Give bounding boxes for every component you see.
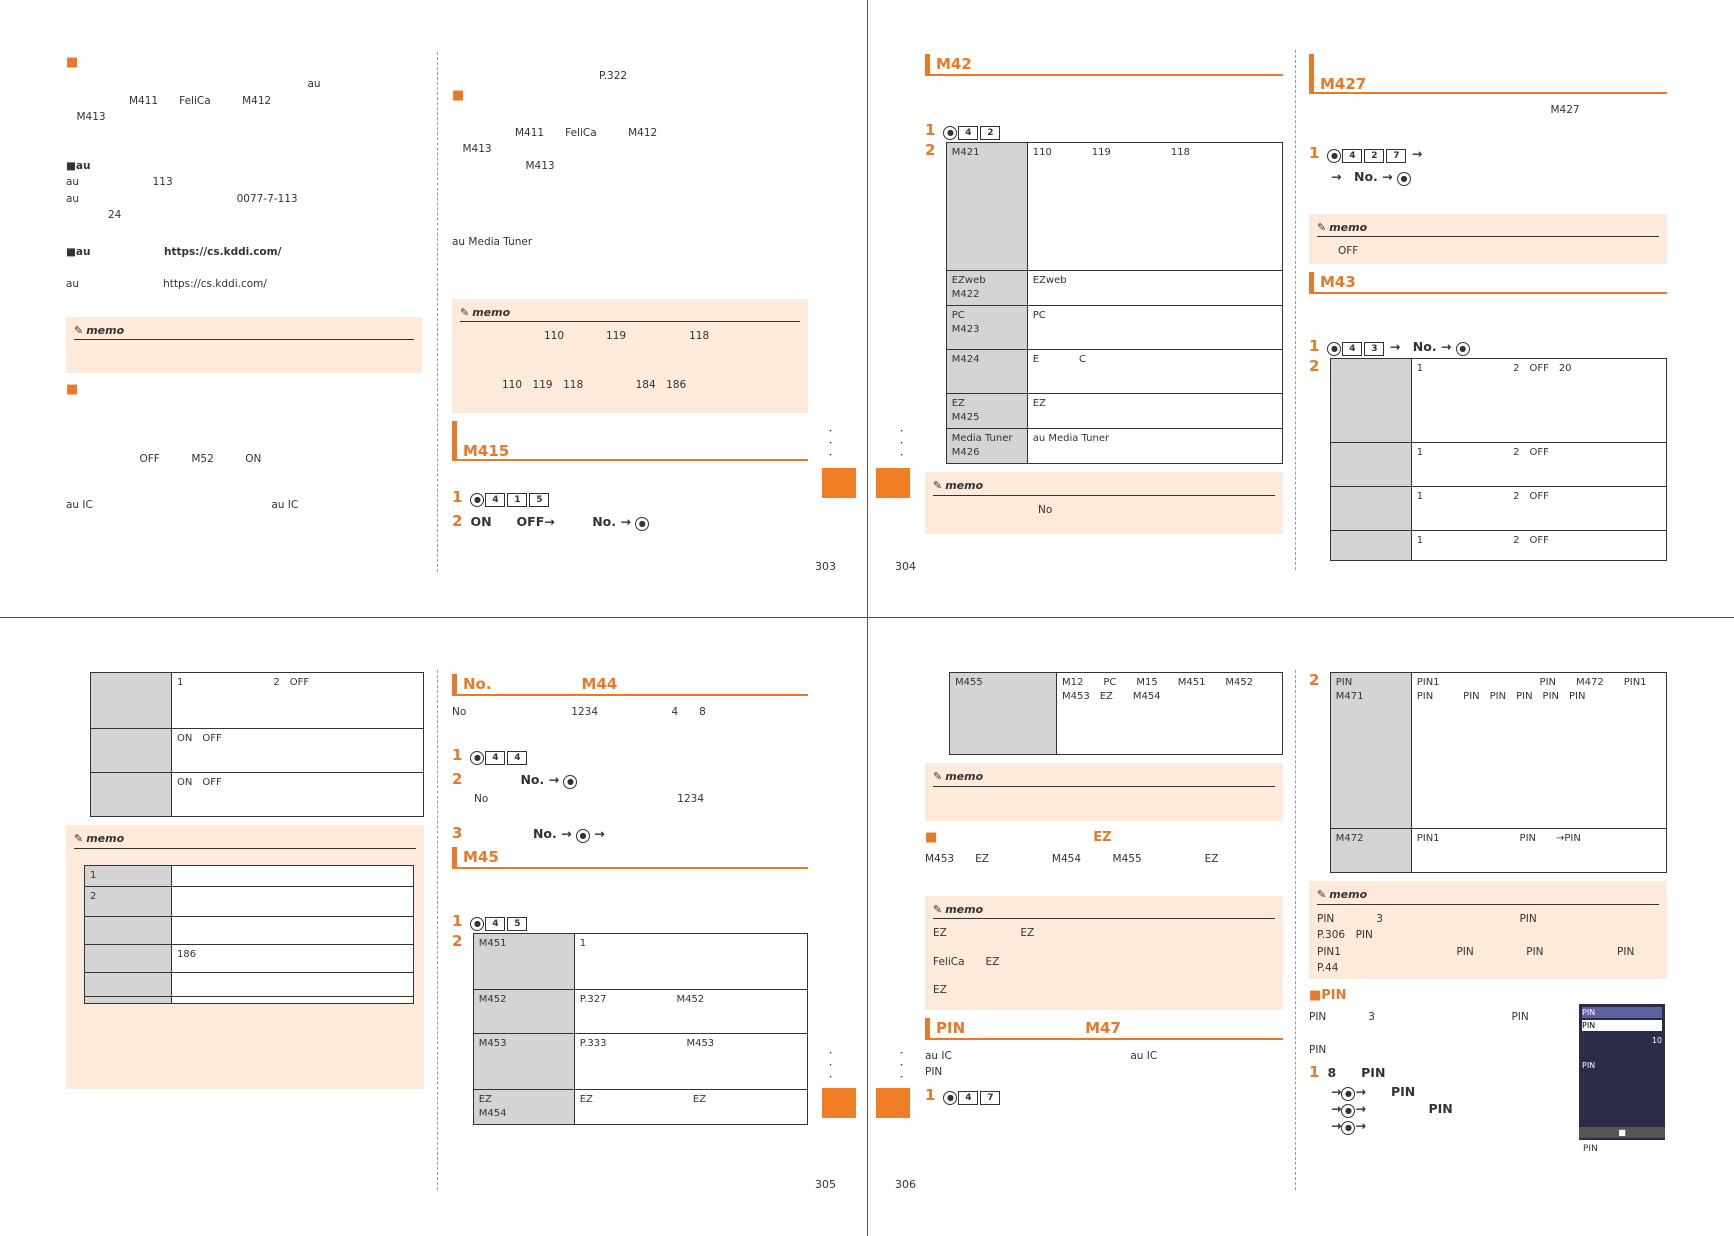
table-key bbox=[1330, 358, 1411, 442]
step-text: No. bbox=[520, 771, 545, 787]
page-number: 304 bbox=[895, 560, 916, 573]
table-row bbox=[946, 143, 1282, 271]
table-key: M451 bbox=[473, 934, 574, 990]
step-2 bbox=[925, 142, 946, 462]
procedure-heading bbox=[925, 1018, 1283, 1040]
table-key: M455 bbox=[950, 673, 1057, 755]
table-key: 1 bbox=[85, 865, 172, 886]
procedure-heading bbox=[452, 674, 808, 696]
step-3: 3 No. → ● → bbox=[452, 824, 605, 842]
paragraph: au IC au IC bbox=[66, 499, 299, 511]
subheading: ■au https://cs.kddi.com/ bbox=[66, 245, 282, 258]
center-key-icon: ● bbox=[1341, 1121, 1355, 1135]
step-text: No. bbox=[1353, 168, 1378, 184]
table-key bbox=[91, 773, 172, 817]
image-caption: PIN bbox=[1583, 1144, 1598, 1154]
paragraph: PIN 3 PIN bbox=[1309, 1011, 1529, 1023]
text-line: M411 FeliCa M412 bbox=[452, 126, 658, 139]
table-key: Media Tuner M426 bbox=[946, 429, 1027, 464]
phone-label: PIN bbox=[1582, 1061, 1596, 1070]
memo-title: ✎ memo bbox=[1317, 220, 1659, 238]
subheading: ■au bbox=[66, 159, 91, 172]
memo-title: ✎ memo bbox=[933, 478, 1275, 496]
paragraph: M427 bbox=[1309, 104, 1580, 116]
settings-table bbox=[473, 933, 808, 1125]
p303-right-column bbox=[452, 52, 808, 533]
column-separator bbox=[1295, 670, 1296, 1190]
center-key-icon: ● bbox=[576, 829, 590, 843]
key-2-icon: 2 bbox=[1364, 149, 1384, 163]
paragraph: M413 bbox=[66, 111, 106, 123]
table-value: PIN1 PIN M472 PIN1 PIN PIN PIN PIN PIN PIN bbox=[1411, 673, 1666, 829]
page-303 bbox=[0, 0, 867, 617]
step-1-cont: → ● → PIN bbox=[1331, 1100, 1453, 1116]
paragraph: au bbox=[66, 78, 321, 90]
center-key-icon: ● bbox=[1397, 172, 1411, 186]
key-4-icon: 4 bbox=[507, 751, 527, 765]
table-row bbox=[946, 350, 1282, 394]
step-number: 1 bbox=[925, 121, 936, 139]
p304-left-column bbox=[925, 50, 1283, 542]
table-value: 1 2 OFF 20 bbox=[1411, 358, 1666, 442]
p306-left-column bbox=[925, 672, 1283, 1107]
table-key bbox=[85, 996, 172, 1003]
p304-r-heading2: M43 bbox=[1320, 272, 1356, 291]
side-label: ・ ・ ・ bbox=[897, 427, 907, 461]
key-1-icon: 1 bbox=[507, 493, 527, 507]
column-separator bbox=[437, 52, 438, 572]
key-2-icon: 2 bbox=[980, 126, 1000, 140]
key-4-icon: 4 bbox=[958, 1091, 978, 1105]
paragraph: PIN bbox=[925, 1066, 943, 1078]
column-separator bbox=[437, 670, 438, 1190]
side-tab bbox=[822, 468, 856, 498]
memo-box bbox=[452, 299, 808, 413]
page-number: 303 bbox=[815, 560, 836, 573]
table-key: M452 bbox=[473, 990, 574, 1034]
step-text: PIN bbox=[1390, 1083, 1416, 1099]
step-number: 2 bbox=[925, 141, 936, 159]
key-3-icon: 3 bbox=[1364, 342, 1384, 356]
step-number: 2 bbox=[1309, 671, 1320, 689]
table-value: ON OFF bbox=[172, 773, 424, 817]
p303-h1: ■ bbox=[66, 55, 79, 70]
table-row bbox=[1330, 829, 1666, 873]
step-1-cont: → ● → bbox=[1331, 1117, 1366, 1133]
key-4-icon: 4 bbox=[485, 751, 505, 765]
table-value: 186 bbox=[172, 944, 414, 972]
step-number: 1 bbox=[1309, 336, 1320, 355]
table-value: 1 2 OFF bbox=[1411, 530, 1666, 560]
step-number: 2 bbox=[452, 769, 463, 788]
text-line: au 113 bbox=[66, 176, 173, 188]
table-value bbox=[172, 996, 414, 1003]
step-number: 2 bbox=[452, 511, 463, 530]
memo-line: P.44 bbox=[1317, 962, 1339, 974]
table-row bbox=[473, 990, 807, 1034]
step-1-cont: → No. → ● bbox=[1309, 169, 1667, 186]
table-value: EZweb bbox=[1027, 271, 1282, 306]
table-row bbox=[1330, 358, 1666, 442]
p306-r-h1: ■PIN bbox=[1309, 988, 1347, 1003]
key-5-icon: 5 bbox=[507, 917, 527, 931]
table-row bbox=[85, 944, 414, 972]
section-heading bbox=[452, 87, 808, 105]
table-value: au Media Tuner bbox=[1027, 429, 1282, 464]
step-number: 2 bbox=[452, 932, 463, 950]
side-tab bbox=[822, 1088, 856, 1118]
paragraph: au IC au IC bbox=[925, 1049, 1158, 1062]
side-label: ・ ・ ・ bbox=[826, 1049, 836, 1083]
table-value: PC bbox=[1027, 306, 1282, 350]
page-304 bbox=[867, 0, 1734, 617]
center-key-icon: ● bbox=[635, 517, 649, 531]
p306-h1: ■ EZ bbox=[925, 830, 1112, 845]
memo-table bbox=[84, 865, 414, 1004]
memo-title: ✎ memo bbox=[933, 769, 1275, 787]
settings-table bbox=[1330, 672, 1697, 873]
step-2: 2 ON OFF→ No. → ● bbox=[452, 513, 808, 531]
table-row bbox=[85, 972, 414, 996]
step-1: 1 ● 4 2 7 → bbox=[1309, 143, 1423, 162]
page-number: 305 bbox=[815, 1178, 836, 1191]
table-key bbox=[1330, 486, 1411, 530]
text-line: au Media Tuner bbox=[452, 236, 533, 248]
step-2 bbox=[1309, 358, 1330, 559]
p303-heading: M415 bbox=[463, 441, 510, 460]
step-1-cont: → ● → PIN bbox=[1331, 1083, 1416, 1099]
section-heading bbox=[1309, 987, 1667, 1005]
table-key bbox=[1330, 530, 1411, 560]
side-tab bbox=[876, 1088, 910, 1118]
table-row bbox=[1330, 442, 1666, 486]
table-value: P.333 M453 bbox=[574, 1034, 807, 1090]
center-key-icon: ● bbox=[470, 493, 484, 507]
key-7-icon: 7 bbox=[980, 1091, 1000, 1105]
table-row bbox=[946, 306, 1282, 350]
table-key: M421 bbox=[946, 143, 1027, 271]
center-key-icon: ● bbox=[1456, 342, 1470, 356]
side-label: ・ ・ ・ bbox=[897, 1049, 907, 1083]
step-number: 1 bbox=[925, 1085, 936, 1104]
memo-line: OFF bbox=[1317, 245, 1359, 257]
side-label: ・ ・ ・ bbox=[826, 427, 836, 461]
paragraph: M453 EZ M454 M455 EZ bbox=[925, 853, 1219, 865]
p304-r-heading: M427 bbox=[1320, 75, 1367, 93]
table-key: EZ M425 bbox=[946, 394, 1027, 429]
table-row bbox=[85, 916, 414, 944]
table-key: PIN M471 bbox=[1330, 673, 1411, 829]
table-key: M472 bbox=[1330, 829, 1411, 873]
step-number: 1 bbox=[452, 487, 463, 506]
memo-line: 110 119 118 184 186 bbox=[460, 378, 687, 391]
table-value: E C bbox=[1027, 350, 1282, 394]
memo-box bbox=[1309, 214, 1667, 264]
key-4-icon: 4 bbox=[485, 917, 505, 931]
table-value bbox=[172, 865, 414, 886]
table-key: M424 bbox=[946, 350, 1027, 394]
table-row bbox=[473, 1034, 807, 1090]
paragraph: No 1234 4 8 bbox=[452, 706, 706, 718]
p305-heading: No. M44 bbox=[463, 675, 618, 693]
table-value: 1 2 OFF bbox=[1411, 442, 1666, 486]
table-value bbox=[172, 886, 414, 916]
table-row bbox=[946, 271, 1282, 306]
table-row bbox=[473, 1090, 807, 1125]
phone-label: 10 bbox=[1651, 1036, 1662, 1045]
step-number: 1 bbox=[452, 745, 463, 764]
section-heading bbox=[66, 381, 422, 399]
memo-box bbox=[925, 896, 1283, 1010]
section-heading bbox=[66, 54, 422, 72]
page-number: 306 bbox=[895, 1178, 916, 1191]
p306-heading: PIN M47 bbox=[936, 1018, 1121, 1037]
memo-line: 110 119 118 bbox=[460, 330, 710, 342]
step-1 bbox=[925, 1087, 1283, 1105]
table-row bbox=[1330, 530, 1666, 560]
step-1 bbox=[452, 489, 808, 507]
table-row bbox=[85, 865, 414, 886]
step-note: No 1234 bbox=[474, 792, 704, 805]
settings-table bbox=[1330, 358, 1667, 561]
p303-left-column bbox=[66, 52, 422, 514]
section-heading bbox=[925, 829, 1283, 847]
table-value: PIN1 PIN →PIN bbox=[1411, 829, 1666, 873]
p304-heading: M42 bbox=[936, 55, 972, 73]
memo-line: No bbox=[933, 503, 1053, 516]
paragraph: P.322 bbox=[452, 70, 628, 82]
table-value bbox=[172, 972, 414, 996]
phone-label: PIN bbox=[1582, 1020, 1662, 1031]
procedure-heading bbox=[1309, 272, 1667, 294]
table-value: M12 PC M15 M451 M452 M453 EZ M454 bbox=[1057, 673, 1283, 755]
table-key bbox=[85, 916, 172, 944]
table-value: 1 2 OFF bbox=[172, 673, 424, 729]
settings-table bbox=[946, 142, 1283, 464]
step-1 bbox=[1309, 1064, 1569, 1082]
center-key-icon: ● bbox=[563, 775, 577, 789]
procedure-heading bbox=[1309, 54, 1667, 94]
step-2 bbox=[1309, 672, 1330, 871]
phone-title-bar: PIN bbox=[1582, 1007, 1662, 1018]
center-key-icon: ● bbox=[943, 1091, 957, 1105]
step-text: PIN bbox=[1428, 1100, 1453, 1116]
procedure-heading bbox=[925, 54, 1283, 76]
step-text: ON OFF→ No. bbox=[470, 513, 617, 529]
table-value: EZ bbox=[1027, 394, 1282, 429]
memo-box bbox=[1309, 881, 1667, 979]
memo-line: EZ bbox=[933, 984, 947, 996]
center-key-icon: ● bbox=[1327, 149, 1341, 163]
table-row bbox=[85, 886, 414, 916]
step-number: 2 bbox=[1309, 356, 1320, 375]
memo-title: ✎ memo bbox=[74, 323, 414, 341]
memo-title: ✎ memo bbox=[1317, 887, 1659, 905]
key-5-icon: 5 bbox=[529, 493, 549, 507]
center-key-icon: ● bbox=[1341, 1104, 1355, 1118]
table-key: EZ M454 bbox=[473, 1090, 574, 1125]
key-4-icon: 4 bbox=[485, 493, 505, 507]
table-row bbox=[91, 673, 424, 729]
table-row bbox=[91, 729, 424, 773]
table-key bbox=[85, 972, 172, 996]
procedure-heading bbox=[452, 847, 808, 869]
paragraph: OFF M52 ON bbox=[66, 452, 262, 465]
text-line: 24 bbox=[66, 209, 122, 221]
step-text: 8 PIN bbox=[1327, 1065, 1386, 1080]
p303-h4: ■ bbox=[66, 381, 79, 397]
p305-heading2: M45 bbox=[463, 848, 499, 866]
p303-r-h1: ■ bbox=[452, 87, 465, 103]
table-row bbox=[950, 673, 1283, 755]
paragraph: PIN bbox=[1309, 1043, 1327, 1056]
p305-left-column bbox=[66, 672, 424, 1097]
center-key-icon: ● bbox=[470, 917, 484, 931]
step-1: 1 ● 4 3 → No. → ● bbox=[1309, 338, 1667, 356]
center-key-icon: ● bbox=[943, 126, 957, 140]
table-key: M453 bbox=[473, 1034, 574, 1090]
table-row bbox=[85, 996, 414, 1003]
memo-line: P.306 PIN bbox=[1317, 929, 1373, 941]
key-4-icon: 4 bbox=[1342, 342, 1362, 356]
step-number: 1 bbox=[452, 912, 463, 930]
memo-box bbox=[66, 317, 422, 373]
step-1 bbox=[452, 747, 808, 765]
memo-line: PIN1 PIN PIN PIN bbox=[1317, 945, 1635, 958]
p304-right-column bbox=[1309, 50, 1667, 561]
step-number: 1 bbox=[1309, 1063, 1320, 1081]
table-value: 1 bbox=[574, 934, 807, 990]
settings-table bbox=[949, 672, 1283, 755]
text-line: au https://cs.kddi.com/ bbox=[66, 278, 267, 290]
table-row bbox=[91, 773, 424, 817]
table-row bbox=[473, 934, 807, 990]
step-2 bbox=[452, 933, 473, 1123]
p305-right-column bbox=[452, 670, 808, 1125]
key-4-icon: 4 bbox=[1342, 149, 1362, 163]
phone-screen-image bbox=[1579, 1004, 1665, 1140]
table-value: EZ EZ bbox=[574, 1090, 807, 1125]
memo-title: ✎ memo bbox=[460, 305, 800, 323]
table-value: ON OFF bbox=[172, 729, 424, 773]
table-key bbox=[85, 944, 172, 972]
memo-title: ✎ memo bbox=[74, 831, 416, 849]
step-1 bbox=[452, 913, 808, 931]
memo-line: FeliCa EZ bbox=[933, 955, 1000, 968]
center-key-icon: ● bbox=[470, 751, 484, 765]
table-row bbox=[1330, 486, 1666, 530]
table-key: EZweb M422 bbox=[946, 271, 1027, 306]
page-305 bbox=[0, 618, 867, 1236]
step-number: 3 bbox=[452, 824, 463, 842]
column-separator bbox=[1295, 50, 1296, 570]
step-1 bbox=[925, 122, 1283, 140]
step-number: 1 bbox=[1309, 143, 1320, 162]
page-306 bbox=[867, 618, 1734, 1236]
memo-box bbox=[66, 825, 424, 1089]
memo-line: EZ EZ bbox=[933, 927, 1035, 939]
center-key-icon: ● bbox=[1327, 342, 1341, 356]
table-value: 110 119 118 bbox=[1027, 143, 1282, 271]
settings-table bbox=[90, 672, 424, 817]
table-key bbox=[91, 673, 172, 729]
side-tab bbox=[876, 468, 910, 498]
text-line: au 0077-7-113 bbox=[66, 192, 298, 205]
table-value: P.327 M452 bbox=[574, 990, 807, 1034]
table-value: 1 2 OFF bbox=[1411, 486, 1666, 530]
table-row bbox=[1330, 673, 1666, 829]
memo-box bbox=[925, 763, 1283, 821]
text-line: M413 bbox=[452, 159, 555, 172]
table-key bbox=[1330, 442, 1411, 486]
table-value bbox=[172, 916, 414, 944]
text-line: M413 bbox=[452, 143, 492, 155]
paragraph: M411 FeliCa M412 bbox=[66, 94, 272, 107]
table-key bbox=[91, 729, 172, 773]
procedure-heading bbox=[452, 421, 808, 461]
step-2: 2 No. → ● bbox=[452, 771, 808, 789]
table-row bbox=[946, 429, 1282, 464]
memo-box bbox=[925, 472, 1283, 534]
table-key: 2 bbox=[85, 886, 172, 916]
key-4-icon: 4 bbox=[958, 126, 978, 140]
memo-title: ✎ memo bbox=[933, 902, 1275, 920]
table-key: PC M423 bbox=[946, 306, 1027, 350]
step-text: No. bbox=[532, 826, 557, 841]
memo-line: PIN 3 PIN bbox=[1317, 912, 1537, 925]
table-row bbox=[946, 394, 1282, 429]
center-key-icon: ● bbox=[1341, 1087, 1355, 1101]
step-text: No. bbox=[1412, 338, 1437, 354]
key-7-icon: 7 bbox=[1386, 149, 1406, 163]
phone-softkey: ■ bbox=[1579, 1127, 1665, 1138]
